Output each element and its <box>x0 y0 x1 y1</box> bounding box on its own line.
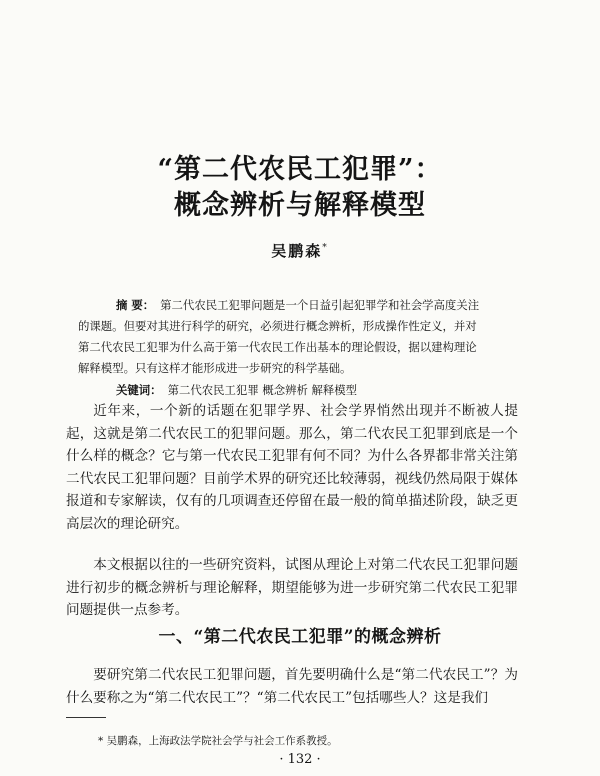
author-name: 吴鹏森 <box>271 242 323 260</box>
page-number: · 132 · <box>279 752 321 767</box>
paragraph-2-text: 本文根据以往的一些研究资料，试图从理论上对第二代农民工犯罪问题进行初步的概念辨析与理论解释，期望能够为进一步研究第二代农民工犯罪问题提供一点参考。 <box>66 557 518 618</box>
keywords-label: 关键词： <box>116 383 162 397</box>
section-heading: 一、“第二代农民工犯罪”的概念辨析 <box>158 627 442 647</box>
author <box>0 240 600 261</box>
footnote-divider <box>66 717 106 718</box>
title-line-1: “第二代农民工犯罪”： <box>157 154 443 185</box>
abstract-text: 第二代农民工犯罪问题是一个日益引起犯罪学和社会学高度关注的课题。但要对其进行科学的研究，必须进行概念辨析，形成操作性定义，并对第二代农民工犯罪为什么高于第一代农民工作出基本的理论假设，据以建构理论解释模型。只有这样才能形成进一步研究的科学基础。 <box>78 298 480 375</box>
paragraph-1 <box>66 400 518 535</box>
paragraph-3 <box>66 664 518 709</box>
paragraph-1-text: 近年来，一个新的话题在犯罪学界、社会学界悄然出现并不断被人提起，这就是第二代农民工的犯罪问题。那么，第二代农民工犯罪到底是一个什么样的概念？它与第一代农民工犯罪有何不同？为什么各界都非常关注第二代农民工犯罪问题？目前学术界的研究还比较薄弱，视线仍然局限于媒体报道和专家解读，仅有的几项调查还停留在最一般的简单描述阶段，缺乏更高层次的理论研究。 <box>66 403 518 532</box>
abstract <box>78 295 488 379</box>
author-footnote-mark: * <box>322 243 329 253</box>
paragraph-3-text: 要研究第二代农民工犯罪问题，首先要明确什么是“第二代农民工”？为什么要称之为“第二代农民工”？“第二代农民工”包括哪些人？这是我们 <box>66 667 518 706</box>
footnote <box>98 733 338 748</box>
title-line-2: 概念辨析与解释模型 <box>174 190 426 221</box>
footnote-mark: * <box>98 735 104 747</box>
abstract-label: 摘 要： <box>116 298 155 312</box>
keywords <box>78 380 488 401</box>
footnote-text: 吴鹏森，上海政法学院社会学与社会工作系教授。 <box>106 735 338 747</box>
paragraph-2 <box>66 554 518 622</box>
keywords-text: 第二代农民工犯罪 概念辨析 解释模型 <box>167 383 358 397</box>
